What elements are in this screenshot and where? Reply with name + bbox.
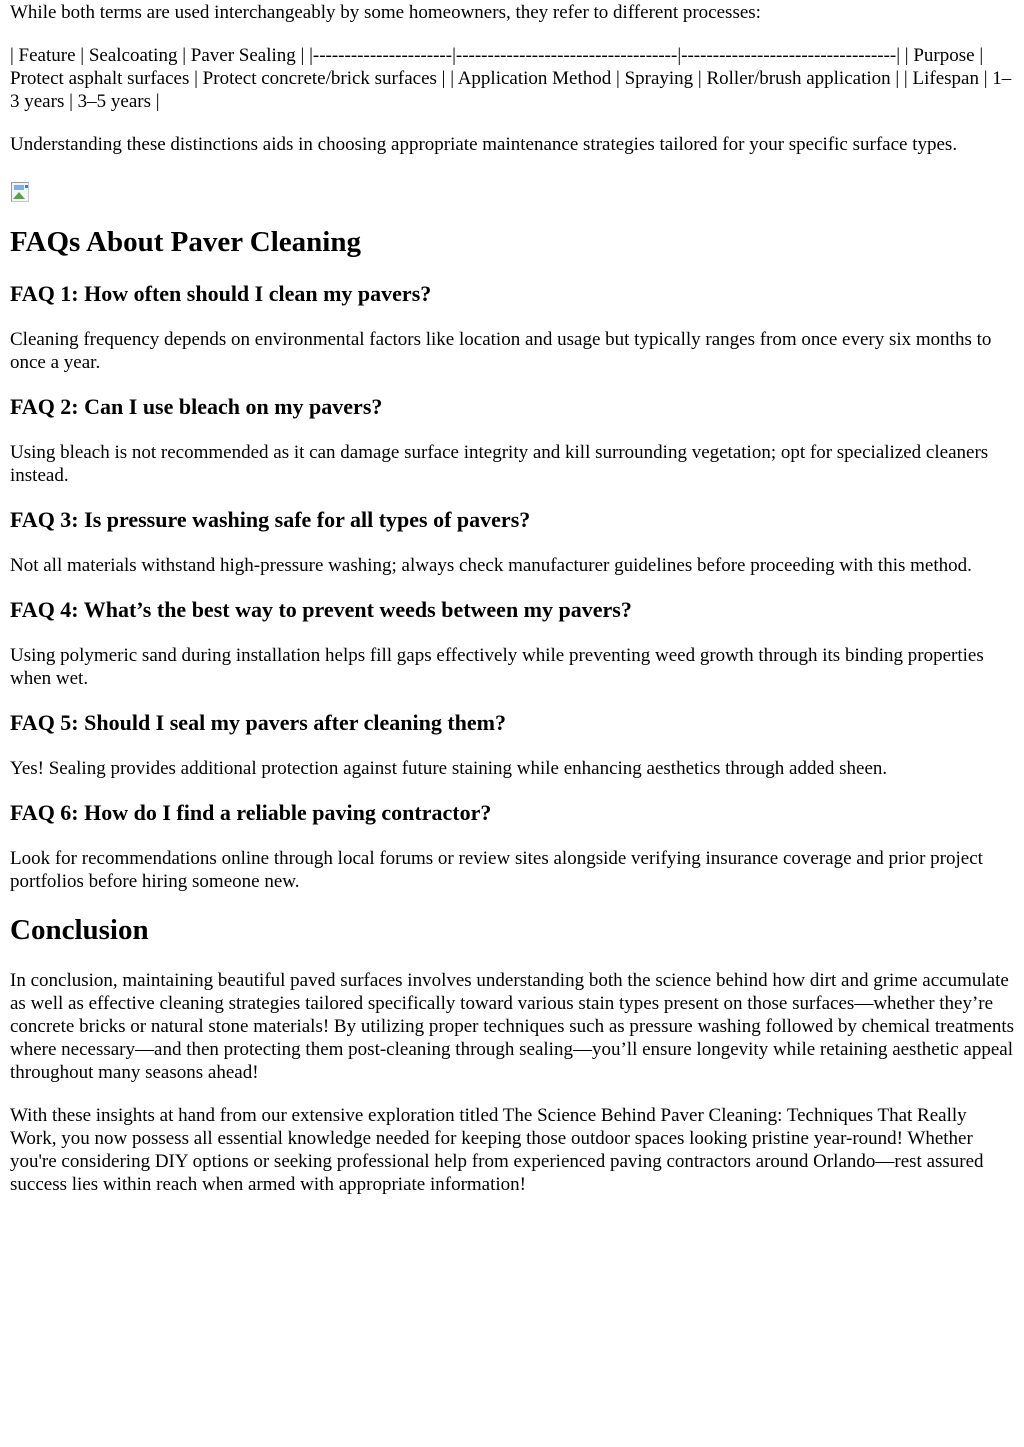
faq-question: FAQ 6: How do I find a reliable paving contractor? [10,800,492,825]
faq-list [10,281,1016,893]
intro-summary: Understanding these distinctions aids in choosing appropriate maintenance strategies tailored for your specific surface types. [10,134,958,155]
faq-answer: Not all materials withstand high-pressure washing; always check manufacturer guidelines before proceeding with this method. [10,555,972,576]
conclusion-paragraph: With these insights at hand from our extensive exploration titled The Science Behind Paver Cleaning: Techniques That Really Work, you now possess all essential knowledge needed for keeping those outdoor spaces looking pristine year-round! Whether you're considering DIY options or seeking professional help from experienced paving contractors around Orlando—rest assured success lies within reach when armed with appropriate information! [10,1105,984,1195]
faq-item [10,281,1016,374]
intro-paragraph: While both terms are used interchangeably by some homeowners, they refer to different processes: [10,2,761,23]
faq-item [10,597,1016,690]
broken-image-icon [11,182,31,202]
faq-question: FAQ 5: Should I seal my pavers after cleaning them? [10,710,506,735]
faq-answer: Cleaning frequency depends on environmental factors like location and usage but typically ranges from once every six months to once a year. [10,329,992,373]
faq-item [10,710,1016,780]
faq-answer: Look for recommendations online through local forums or review sites alongside verifying insurance coverage and prior project portfolios before hiring someone new. [10,848,983,892]
faq-question: FAQ 4: What’s the best way to prevent weeds between my pavers? [10,597,632,622]
faq-item [10,394,1016,487]
faqs-heading: FAQs About Paver Cleaning [10,226,361,258]
conclusion-heading: Conclusion [10,914,149,946]
faq-question: FAQ 2: Can I use bleach on my pavers? [10,394,383,419]
article-body [0,1,1024,1196]
faq-item [10,800,1016,893]
conclusion-paragraph: In conclusion, maintaining beautiful paved surfaces involves understanding both the science behind how dirt and grime accumulate as well as effective cleaning strategies tailored specifically toward various stain types present on those surfaces—whether they’re concrete bricks or natural stone materials! By utilizing proper techniques such as pressure washing followed by chemical treatments where necessary—and then protecting them post-cleaning through sealing—you’ll ensure longevity while retaining aesthetic appeal throughout many seasons ahead! [10,970,1015,1083]
comparison-table-text: | Feature | Sealcoating | Paver Sealing | |----------------------|-----------------------------------|----------------------------------| | Purpose | Protect asphalt surfaces | Protect concrete/brick surfaces | | Application Method | Spraying | Roller/brush application | | Lifespan | 1–3 years | 3–5 years | [10,45,1012,112]
faq-question: FAQ 3: Is pressure washing safe for all types of pavers? [10,507,531,532]
faq-answer: Using bleach is not recommended as it can damage surface integrity and kill surrounding vegetation; opt for specialized cleaners instead. [10,442,989,486]
faq-answer: Yes! Sealing provides additional protection against future staining while enhancing aesthetics through added sheen. [10,758,888,779]
faq-answer: Using polymeric sand during installation helps fill gaps effectively while preventing weed growth through its binding properties when wet. [10,645,984,689]
faq-item [10,507,1016,577]
faq-question: FAQ 1: How often should I clean my pavers? [10,281,432,306]
